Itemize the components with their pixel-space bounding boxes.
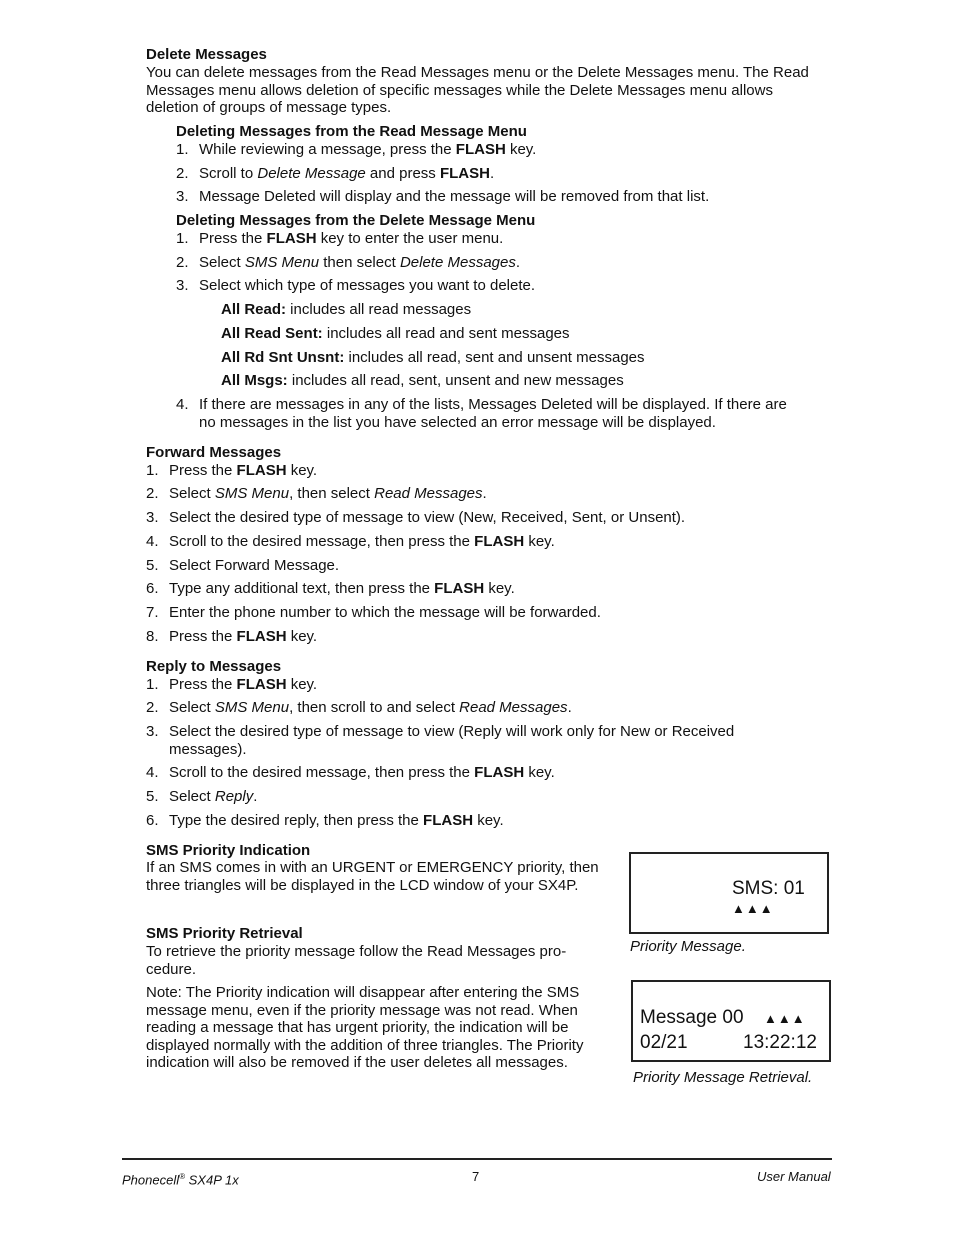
list-item: 2. Select SMS Menu, then select Read Messages. [146, 485, 487, 502]
lcd-date: 02/21 [640, 1032, 688, 1053]
priority-text: If an SMS comes in with an URGENT or EMERGENCY priority, then three triangles will be displayed in the LCD window of your SX4P. [146, 859, 599, 894]
list-item: 1. Press the FLASH key. [146, 676, 318, 693]
lcd2-caption: Priority Message Retrieval. [633, 1069, 813, 1086]
lcd-time: 13:22:12 [743, 1032, 817, 1053]
list-item: 1. While reviewing a message, press the FLASH key. [176, 141, 537, 158]
footer-doc-title: User Manual [757, 1169, 831, 1184]
page-number: 7 [472, 1169, 480, 1184]
triangles-icon: ▲▲▲ [732, 901, 774, 916]
delete-heading: Delete Messages [146, 46, 267, 63]
retrieval-text: To retrieve the priority message follow the Read Messages pro-cedure. [146, 943, 567, 978]
list-item: 6. Type any additional text, then press the FLASH key. [146, 580, 515, 597]
type-item: All Msgs: includes all read, sent, unsent and new messages [221, 372, 624, 389]
list-item: 3. Message Deleted will display and the message will be removed from that list. [176, 188, 710, 205]
list-item: 3. Select which type of messages you want to delete. [176, 277, 536, 294]
list-item: 4. If there are messages in any of the lists, Messages Deleted will be displayed. If there are [176, 396, 787, 413]
footer-rule [122, 1158, 832, 1160]
list-item: 7. Enter the phone number to which the message will be forwarded. [146, 604, 601, 621]
list-item: 1. Press the FLASH key. [146, 462, 318, 479]
retrieval-heading: SMS Priority Retrieval [146, 925, 303, 942]
footer-product: Phonecell® SX4P 1x [122, 1172, 239, 1188]
triangles-icon: ▲▲▲ [764, 1011, 806, 1026]
list-item: 8. Press the FLASH key. [146, 628, 318, 645]
type-item: All Read: includes all read messages [221, 301, 472, 318]
list-item: 3. Select the desired type of message to view (Reply will work only for New or Received [146, 723, 735, 740]
list-item: 2. Select SMS Menu, then scroll to and select Read Messages. [146, 699, 572, 716]
type-item: All Read Sent: includes all read and sent messages [221, 325, 570, 342]
list-item-continuation: messages). [169, 741, 247, 758]
priority-heading: SMS Priority Indication [146, 842, 311, 859]
forward-heading: Forward Messages [146, 444, 282, 461]
list-item: 4. Scroll to the desired message, then press the FLASH key. [146, 533, 555, 550]
list-item: 6. Type the desired reply, then press the FLASH key. [146, 812, 504, 829]
lcd-priority-message [629, 852, 829, 934]
retrieval-note: Note: The Priority indication will disappear after entering the SMS message menu, even if the priority message was not read. When reading a message that has urgent priority, the indication will be displayed normally with the addition of three triangles. The Priority indication will also be removed if the user deletes all messages. [146, 984, 584, 1071]
list-item-continuation: no messages in the list you have selected an error message will be displayed. [199, 414, 716, 431]
list-item: 2. Select SMS Menu then select Delete Messages. [176, 254, 521, 271]
lcd1-caption: Priority Message. [630, 938, 746, 955]
read-menu-heading: Deleting Messages from the Read Message Menu [176, 123, 527, 140]
list-item: 2. Scroll to Delete Message and press FLASH. [176, 165, 495, 182]
lcd-sms-count: SMS: 01 [732, 878, 805, 899]
lcd-priority-retrieval [631, 980, 831, 1062]
list-item: 3. Select the desired type of message to view (New, Received, Sent, or Unsent). [146, 509, 686, 526]
list-item: 5. Select Reply. [146, 788, 258, 805]
reply-heading: Reply to Messages [146, 658, 282, 675]
type-item: All Rd Snt Unsnt: includes all read, sent and unsent messages [221, 349, 645, 366]
lcd-message-number: Message 00 [640, 1007, 744, 1028]
list-item: 1. Press the FLASH key to enter the user menu. [176, 230, 504, 247]
delete-intro: You can delete messages from the Read Messages menu or the Delete Messages menu. The Read Messages menu allows deletion of specific messages while the Delete Messages menu allows deletion of groups of message types. [146, 64, 809, 116]
list-item: 4. Scroll to the desired message, then press the FLASH key. [146, 764, 555, 781]
delete-menu-heading: Deleting Messages from the Delete Message Menu [176, 212, 536, 229]
list-item: 5. Select Forward Message. [146, 557, 340, 574]
